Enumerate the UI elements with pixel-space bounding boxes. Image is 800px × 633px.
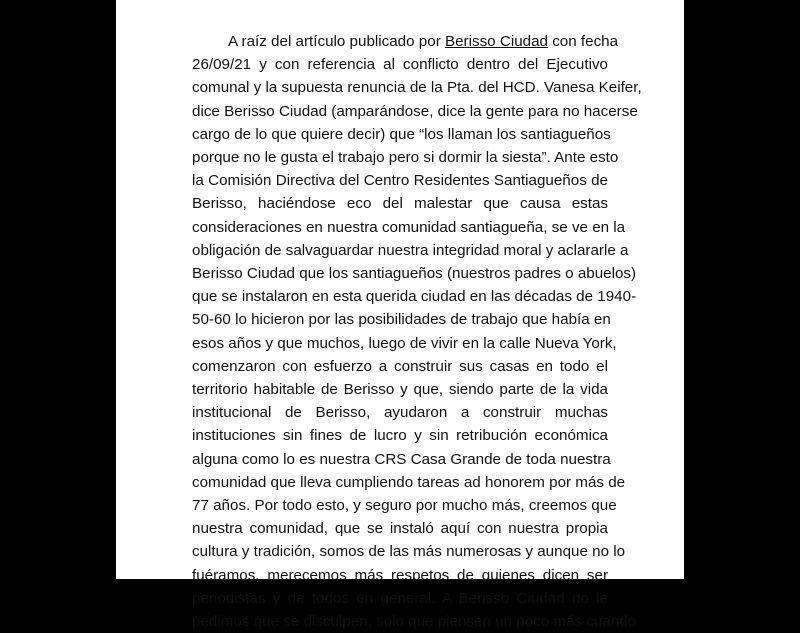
text-line: nuestra comunidad, que se instaló aquí con nuestra propia [192,520,608,538]
text-line: periodistas y de todos en general. A Berisso Ciudad no le [192,589,608,607]
text-line: cargo de lo que quiere decir) que “los llaman los santiagueños [192,125,611,143]
text-line: fuéramos, merecemos más respetos de quienes dicen ser [192,566,608,584]
text-line: alguna como lo es nuestra CRS Casa Grande de toda nuestra [192,450,611,468]
text-line: cultura y tradición, somos de las más numerosas y aunque no lo [192,543,626,561]
text-line: comenzaron con esfuerzo a construir sus casas en todo el [192,357,608,375]
text-line: la Comisión Directiva del Centro Residentes Santiagueños de [192,172,608,190]
text-line: dice Berisso Ciudad (amparándose, dice la gente para no hacerse [192,102,638,120]
text-segment: con fecha [547,33,619,50]
body-paragraph [192,30,642,633]
text-line: territorio habitable de Berisso y que, siendo parte de la vida [192,381,608,399]
underlined-publication-name: Berisso Ciudad [444,33,548,50]
text-line: comunal y la supuesta renuncia de la Pta. del HCD. Vanesa Keifer, [192,79,642,97]
text-line: 50-60 lo hicieron por las posibilidades de trabajo que había en [192,311,611,329]
text-line: instituciones sin fines de lucro y sin retribución económica [192,427,608,445]
text-line: 77 años. Por todo esto, y seguro por mucho más, creemos que [192,497,617,515]
text-line [192,30,619,53]
text-line: Berisso Ciudad que los santiagueños (nuestros padres o abuelos) [192,265,637,283]
text-line: comunidad que lleva cumpliendo tareas ad honorem por más de [192,473,626,491]
text-line: porque no le gusta el trabajo pero si dormir la siesta”. Ante esto [192,149,619,167]
text-segment: A raíz del artículo publicado por [228,33,445,50]
text-line: 26/09/21 y con referencia al conflicto dentro del Ejecutivo [192,56,608,74]
document-page [116,0,684,631]
text-line: Berisso, haciéndose eco del malestar que causa estas [192,195,608,213]
text-line: que se instalaron en esta querida ciudad en las décadas de 1940- [192,288,637,306]
text-line: institucional de Berisso, ayudaron a construir muchas [192,404,608,422]
text-line: consideraciones en nuestra comunidad santiagueña, se ve en la [192,218,626,236]
text-line: pedimos que se disculpen, solo que piensen un poco más cuando [192,613,637,631]
text-line: esos años y que muchos, luego de vivir en la calle Nueva York, [192,334,617,352]
text-line: obligación de salvaguardar nuestra integridad moral y aclararle a [192,241,629,259]
